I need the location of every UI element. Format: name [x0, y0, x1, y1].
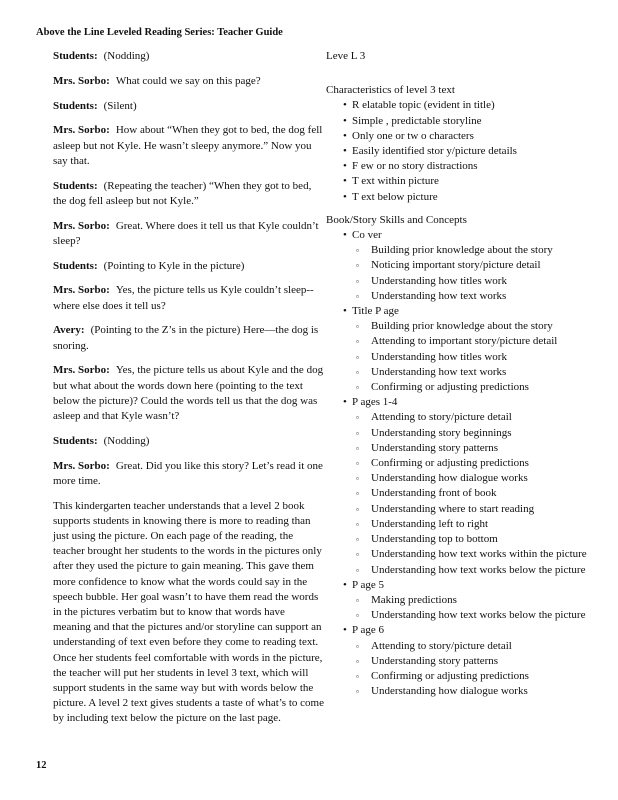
dialogue-line — [53, 434, 325, 449]
speaker-name: Students: — [53, 259, 98, 272]
list-item: ▫ Understanding how titles work — [326, 350, 596, 365]
speaker-name: Students: — [53, 99, 98, 112]
list-item: ▫ Understanding left to right — [326, 517, 596, 532]
list-item: ▫ Building prior knowledge about the story — [326, 319, 596, 334]
dialogue-text: (Repeating the teacher) “When they got to bed, the dog fell asleep but not Kyle.” — [53, 179, 312, 207]
speaker-name: Mrs. Sorbo: — [53, 219, 110, 232]
dialogue-text: (Silent) — [103, 99, 137, 112]
speaker-name: Avery: — [53, 324, 85, 337]
dialogue-text: (Pointing to Kyle in the picture) — [103, 259, 245, 272]
list-item: ▫ Understanding front of book — [326, 486, 596, 501]
dialogue-line — [53, 74, 325, 89]
list-item: ▫ Noticing important story/picture detail — [326, 258, 596, 273]
list-item: ▫ Attending to story/picture detail — [326, 639, 596, 654]
page-number: 12 — [36, 760, 47, 771]
list-item: ▫ Understanding where to start reading — [326, 502, 596, 517]
characteristics-list — [326, 98, 596, 204]
dialogue-text: What could we say on this page? — [115, 74, 261, 87]
speaker-name: Students: — [53, 434, 98, 447]
list-item: ▫ Attending to important story/picture detail — [326, 334, 596, 349]
list-item: ▫ Building prior knowledge about the story — [326, 243, 596, 258]
list-item: ▫ Understanding how dialogue works — [326, 684, 596, 699]
dialogue-line — [53, 219, 325, 249]
dialogue-line — [53, 49, 325, 64]
list-item: ▫ Confirming or adjusting predictions — [326, 380, 596, 395]
dialogue-line — [53, 283, 325, 313]
narrative-paragraph: This kindergarten teacher understands that a level 2 book supports students in knowing there is more to reading than just using the picture. On each page of the reading, the teacher brought her students to the words in the pictures only after they used the picture to gain meaning. This gave them more confidence to know what the words could say in the speech bubble. Her goal wasn’t to have them read the words in the pictures verbatim but to know that words have meaning and that the pictures and/or storyline can support an understanding of text even before they come to reading text. Once her students feel comfortable with words in the picture, the teacher will put her students in level 3 text, which will support students in the same way but with words below the picture. A level 2 text gives students a taste of what’s to come by including text below the picture on the last page. — [53, 499, 324, 725]
running-header: Above the Line Leveled Reading Series: Teacher Guide — [36, 27, 283, 38]
speaker-name: Mrs. Sorbo: — [53, 124, 110, 137]
list-item: • T ext below picture — [326, 190, 596, 205]
list-item: • T ext within picture — [326, 174, 596, 189]
dialogue-text: Yes, the picture tells us about Kyle and the dog but what about the words down here (pointing to the text below the picture)? Could the words tell us that the dog was asleep and that Kyle wasn’t? — [53, 364, 324, 422]
dialogue-text: (Nodding) — [103, 50, 150, 62]
skills-list — [326, 593, 596, 623]
section-heading: • P ages 1-4 — [326, 395, 596, 410]
dialogue-text: Great. Where does it tell us that Kyle couldn’t sleep? — [53, 219, 319, 247]
speaker-name: Mrs. Sorbo: — [53, 364, 110, 377]
characteristics-heading: Characteristics of level 3 text — [326, 84, 455, 97]
dialogue-text: (Nodding) — [103, 434, 150, 447]
skills-list — [326, 319, 596, 395]
section-heading: • P age 5 — [326, 578, 596, 593]
list-item: • Simple , predictable storyline — [326, 114, 596, 129]
speaker-name: Students: — [53, 50, 98, 62]
skills-list — [326, 639, 596, 700]
list-item: ▫ Understanding how dialogue works — [326, 471, 596, 486]
dialogue-text: Great. Did you like this story? Let’s read it one more time. — [53, 459, 323, 487]
section-heading: • Co ver — [326, 228, 596, 243]
list-item: ▫ Understanding how titles work — [326, 274, 596, 289]
dialogue-line — [53, 123, 325, 169]
list-item: ▫ Understanding story patterns — [326, 441, 596, 456]
list-item: • R elatable topic (evident in title) — [326, 98, 596, 113]
speaker-name: Students: — [53, 179, 98, 192]
right-column — [326, 49, 596, 699]
list-item: ▫ Understanding top to bottom — [326, 532, 596, 547]
list-item: ▫ Understanding story beginnings — [326, 426, 596, 441]
dialogue-text: Yes, the picture tells us Kyle couldn’t sleep--where else does it tell us? — [53, 284, 314, 312]
dialogue-text: How about “When they got to bed, the dog fell asleep but not Kyle. He wasn’t sleepy anymore.” Now you say that. — [53, 124, 323, 167]
speaker-name: Mrs. Sorbo: — [53, 74, 110, 87]
list-item: • Easily identified stor y/picture details — [326, 144, 596, 159]
dialogue-line — [53, 363, 325, 424]
dialogue-line — [53, 179, 325, 209]
dialogue-line — [53, 459, 325, 489]
speaker-name: Mrs. Sorbo: — [53, 459, 110, 472]
dialogue-line — [53, 323, 325, 353]
section-heading: • Title P age — [326, 304, 596, 319]
list-item: ▫ Understanding how text works — [326, 289, 596, 304]
list-item: ▫ Attending to story/picture detail — [326, 410, 596, 425]
list-item: • Only one or tw o characters — [326, 129, 596, 144]
speaker-name: Mrs. Sorbo: — [53, 284, 110, 297]
list-item: ▫ Understanding how text works within the picture — [326, 547, 596, 562]
skills-heading: Book/Story Skills and Concepts — [326, 213, 467, 226]
list-item: ▫ Understanding story patterns — [326, 654, 596, 669]
dialogue-line — [53, 259, 325, 274]
list-item: ▫ Confirming or adjusting predictions — [326, 669, 596, 684]
dialogue-text: (Pointing to the Z’s in the picture) Here—the dog is snoring. — [53, 324, 319, 352]
left-column — [53, 49, 325, 736]
level-title: Leve L 3 — [326, 50, 366, 62]
list-item: ▫ Understanding how text works — [326, 365, 596, 380]
list-item: • F ew or no story distractions — [326, 159, 596, 174]
list-item: ▫ Confirming or adjusting predictions — [326, 456, 596, 471]
skills-list — [326, 243, 596, 304]
section-heading: • P age 6 — [326, 623, 596, 638]
list-item: ▫ Making predictions — [326, 593, 596, 608]
list-item: ▫ Understanding how text works below the picture — [326, 608, 596, 623]
list-item: ▫ Understanding how text works below the picture — [326, 563, 596, 578]
dialogue-line — [53, 99, 325, 114]
skills-list — [326, 410, 596, 577]
